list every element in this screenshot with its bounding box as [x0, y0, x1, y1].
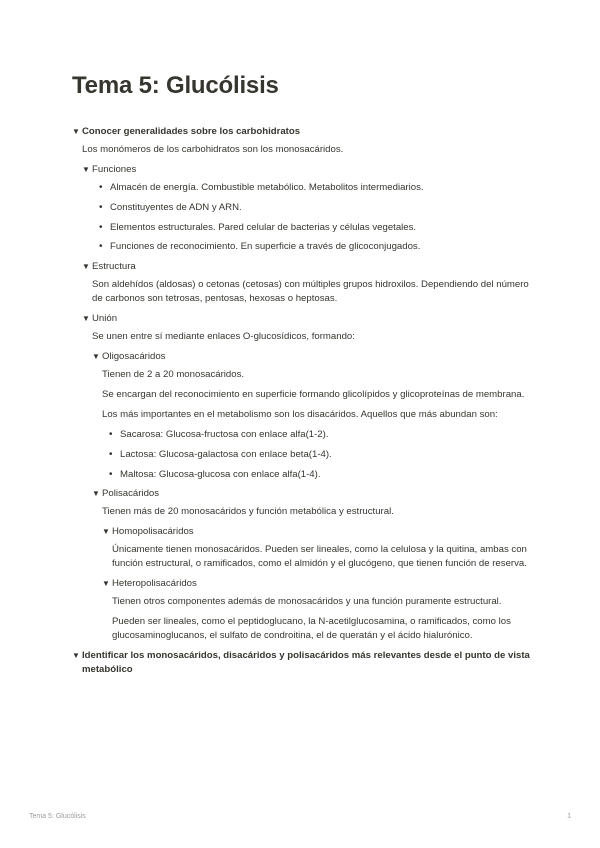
toggle-body	[92, 505, 532, 642]
toggle-header-heteropolisacaridos[interactable]	[102, 577, 532, 591]
toggle-header-polisacaridos[interactable]	[92, 487, 532, 501]
toggle-header-generalidades[interactable]	[72, 125, 532, 139]
paragraph: Tienen otros componentes además de monosacáridos y una función puramente estructural.	[112, 596, 502, 608]
triangle-down-icon[interactable]: ▼	[82, 262, 90, 272]
page-footer	[29, 812, 571, 822]
triangle-down-icon[interactable]: ▼	[82, 164, 90, 174]
list-item: • Almacén de energía. Combustible metabólico. Metabolitos intermediarios.	[110, 181, 532, 195]
toggle-label: Heteropolisacáridos	[112, 578, 197, 590]
toggle-header-union[interactable]	[82, 312, 532, 326]
toggle-header-identificar[interactable]	[72, 649, 532, 677]
toggle-body	[82, 278, 532, 306]
list-item: • Funciones de reconocimiento. En superficie a través de glicoconjugados.	[110, 240, 532, 254]
toggle-label: Homopolisacáridos	[112, 526, 194, 538]
triangle-down-icon[interactable]: ▼	[102, 527, 110, 537]
toggle-body	[72, 143, 532, 643]
triangle-down-icon[interactable]: ▼	[92, 352, 100, 362]
toggle-label: Conocer generalidades sobre los carbohidratos	[82, 125, 301, 137]
paragraph: Los más importantes en el metabolismo son los disacáridos. Aquellos que más abundan son:	[102, 408, 498, 420]
paragraph: Los monómeros de los carbohidratos son los monosacáridos.	[82, 143, 344, 155]
triangle-down-icon[interactable]: ▼	[92, 489, 100, 499]
toggle-body	[102, 595, 532, 643]
list-item: • Sacarosa: Glucosa-fructosa con enlace alfa(1-2).	[120, 428, 532, 442]
toggle-body	[92, 368, 532, 481]
toggle-section-union	[82, 312, 532, 643]
page-title: Tema 5: Glucólisis	[72, 72, 279, 99]
toggle-header-homopolisacaridos[interactable]	[102, 525, 532, 539]
toggle-section-homopolisacaridos	[102, 525, 532, 571]
toggle-header-funciones[interactable]	[82, 163, 532, 177]
list-item: • Constituyentes de ADN y ARN.	[110, 201, 532, 215]
document-page	[72, 72, 532, 681]
footer-title: Tema 5: Glucólisis	[29, 812, 86, 820]
paragraph: Únicamente tienen monosacáridos. Pueden ser lineales, como la celulosa y la quitina, ambas con función estructural, o ramificados, como el almidón y el glucógeno, que tienen función de reserva.	[112, 544, 527, 570]
toggle-label: Funciones	[92, 163, 137, 175]
toggle-section-polisacaridos	[92, 487, 532, 642]
toggle-section-oligosacaridos	[92, 350, 532, 481]
triangle-down-icon[interactable]: ▼	[82, 314, 90, 324]
triangle-down-icon[interactable]: ▼	[72, 650, 80, 660]
toggle-section-identificar	[72, 649, 532, 677]
paragraph: Son aldehídos (aldosas) o cetonas (cetosas) con múltiples grupos hidroxilos. Dependiendo del número de carbonos son tetrosas, pentosas, hexosas o heptosas.	[92, 279, 529, 305]
toggle-label: Identificar los monosacáridos, disacáridos y polisacáridos más relevantes desde el punto de vista metabólico	[82, 649, 530, 675]
bullet-list	[92, 181, 532, 255]
toggle-label: Unión	[92, 313, 118, 325]
list-item: • Lactosa: Glucosa-galactosa con enlace beta(1-4).	[120, 448, 532, 462]
paragraph: Se encargan del reconocimiento en superficie formando glicolípidos y glicoproteínas de membrana.	[102, 388, 525, 400]
paragraph: Tienen de 2 a 20 monosacáridos.	[102, 369, 245, 381]
toggle-section-generalidades	[72, 125, 532, 643]
page-number: 1	[567, 812, 571, 820]
triangle-down-icon[interactable]: ▼	[72, 126, 80, 136]
toggle-header-estructura[interactable]	[82, 260, 532, 274]
toggle-label: Estructura	[92, 261, 136, 273]
toggle-section-heteropolisacaridos	[102, 577, 532, 643]
list-item: • Maltosa: Glucosa-glucosa con enlace alfa(1-4).	[120, 468, 532, 482]
toggle-label: Oligosacáridos	[102, 351, 166, 363]
bullet-list	[102, 428, 532, 482]
paragraph: Se unen entre sí mediante enlaces O-glucosídicos, formando:	[92, 331, 355, 343]
toggle-body	[102, 543, 532, 571]
toggle-section-estructura	[82, 260, 532, 306]
triangle-down-icon[interactable]: ▼	[102, 579, 110, 589]
toggle-header-oligosacaridos[interactable]	[92, 350, 532, 364]
paragraph: Tienen más de 20 monosacáridos y función metabólica y estructural.	[102, 506, 394, 518]
toggle-body	[82, 181, 532, 255]
toggle-body	[82, 330, 532, 643]
toggle-label: Polisacáridos	[102, 488, 160, 500]
toggle-section-funciones	[82, 163, 532, 255]
paragraph: Pueden ser lineales, como el peptidoglucano, la N-acetilglucosamina, o ramificados, como los glucosaminoglucanos, el sulfato de condroitina, el de queratán y el ácido hialurónico.	[112, 616, 511, 642]
list-item: • Elementos estructurales. Pared celular de bacterias y células vegetales.	[110, 221, 532, 235]
